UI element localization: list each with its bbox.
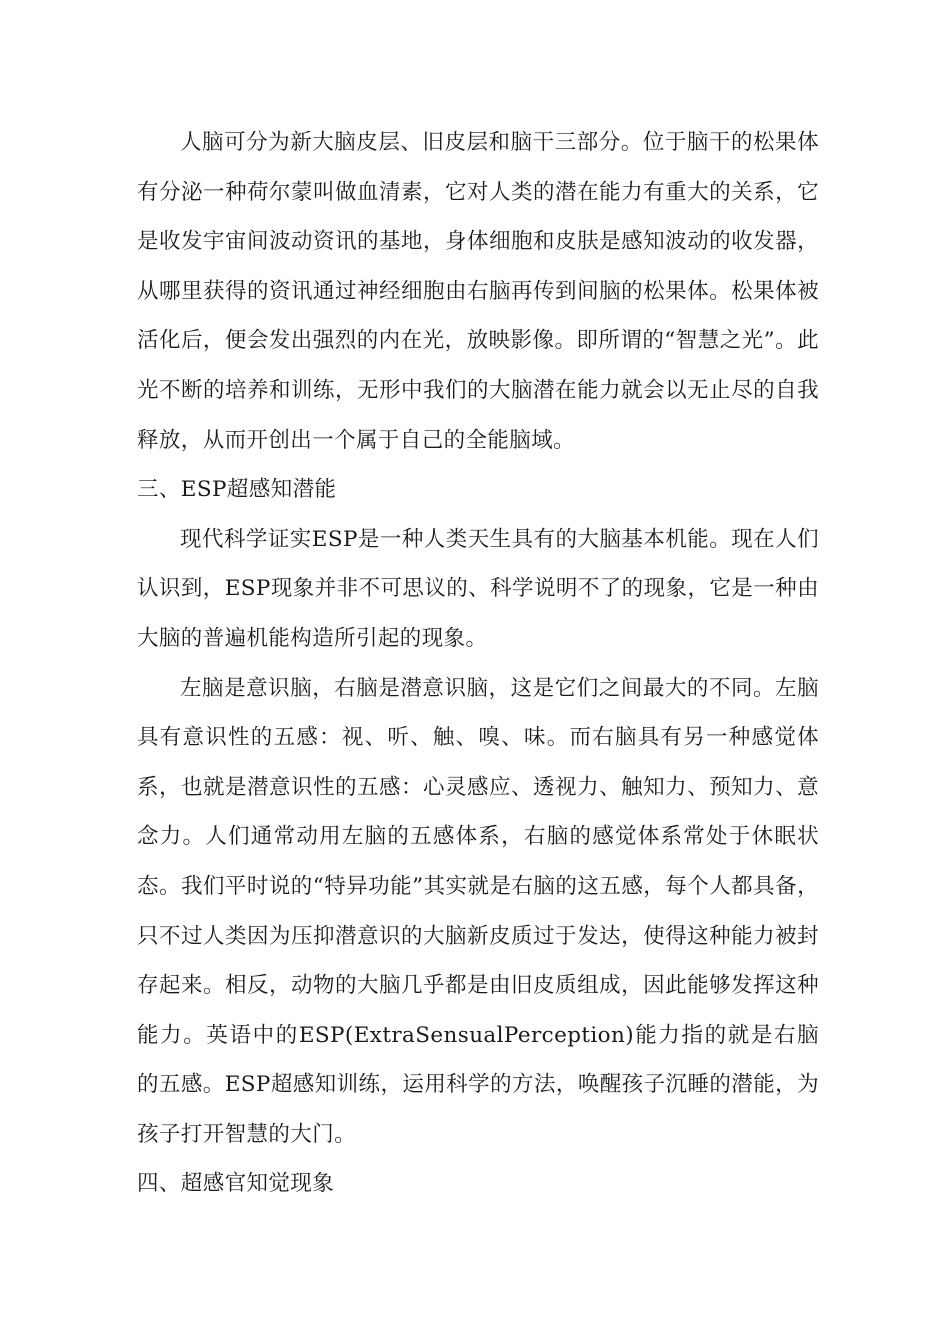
paragraph-left-right-brain: 左脑是意识脑，右脑是潜意识脑，这是它们之间最大的不同。左脑具有意识性的五感：视、听、触、嗅、味。而右脑具有另一种感觉体系，也就是潜意识性的五感：心灵感应、透视力、触知力、预知力、意念力。人们通常动用左脑的五感体系，右脑的感觉体系常处于休眠状态。我们平时说的“特异功能”其实就是右脑的这五感，每个人都具备，只不过人类因为压抑潜意识的大脑新皮质过于发达，使得这种能力被封存起来。相反，动物的大脑几乎都是由旧皮质组成，因此能够发挥这种能力。英语中的ESP(ExtraSensualPerception)能力指的就是右脑的五感。ESP超感知训练，运用科学的方法，唤醒孩子沉睡的潜能，为孩子打开智慧的大门。 (137, 675, 819, 1147)
document-body (137, 118, 819, 1209)
section-heading-extrasensory: 四、超感官知觉现象 (137, 1171, 335, 1197)
paragraph-esp-science: 现代科学证实ESP是一种人类天生具有的大脑基本机能。现在人们认识到，ESP现象并非不可思议的、科学说明不了的现象，它是一种由大脑的普遍机能构造所引起的现象。 (137, 526, 819, 651)
paragraph-brain-structure: 人脑可分为新大脑皮层、旧皮层和脑干三部分。位于脑干的松果体有分泌一种荷尔蒙叫做血清素，它对人类的潜在能力有重大的关系，它是收发宇宙间波动资讯的基地，身体细胞和皮肤是感知波动的收发器，从哪里获得的资讯通过神经细胞由右脑再传到间脑的松果体。松果体被活化后，便会发出强烈的内在光，放映影像。即所谓的“智慧之光”。此光不断的培养和训练，无形中我们的大脑潜在能力就会以无止尽的自我释放，从而开创出一个属于自己的全能脑域。 (137, 130, 819, 453)
section-heading-esp: 三、ESP超感知潜能 (137, 477, 337, 503)
